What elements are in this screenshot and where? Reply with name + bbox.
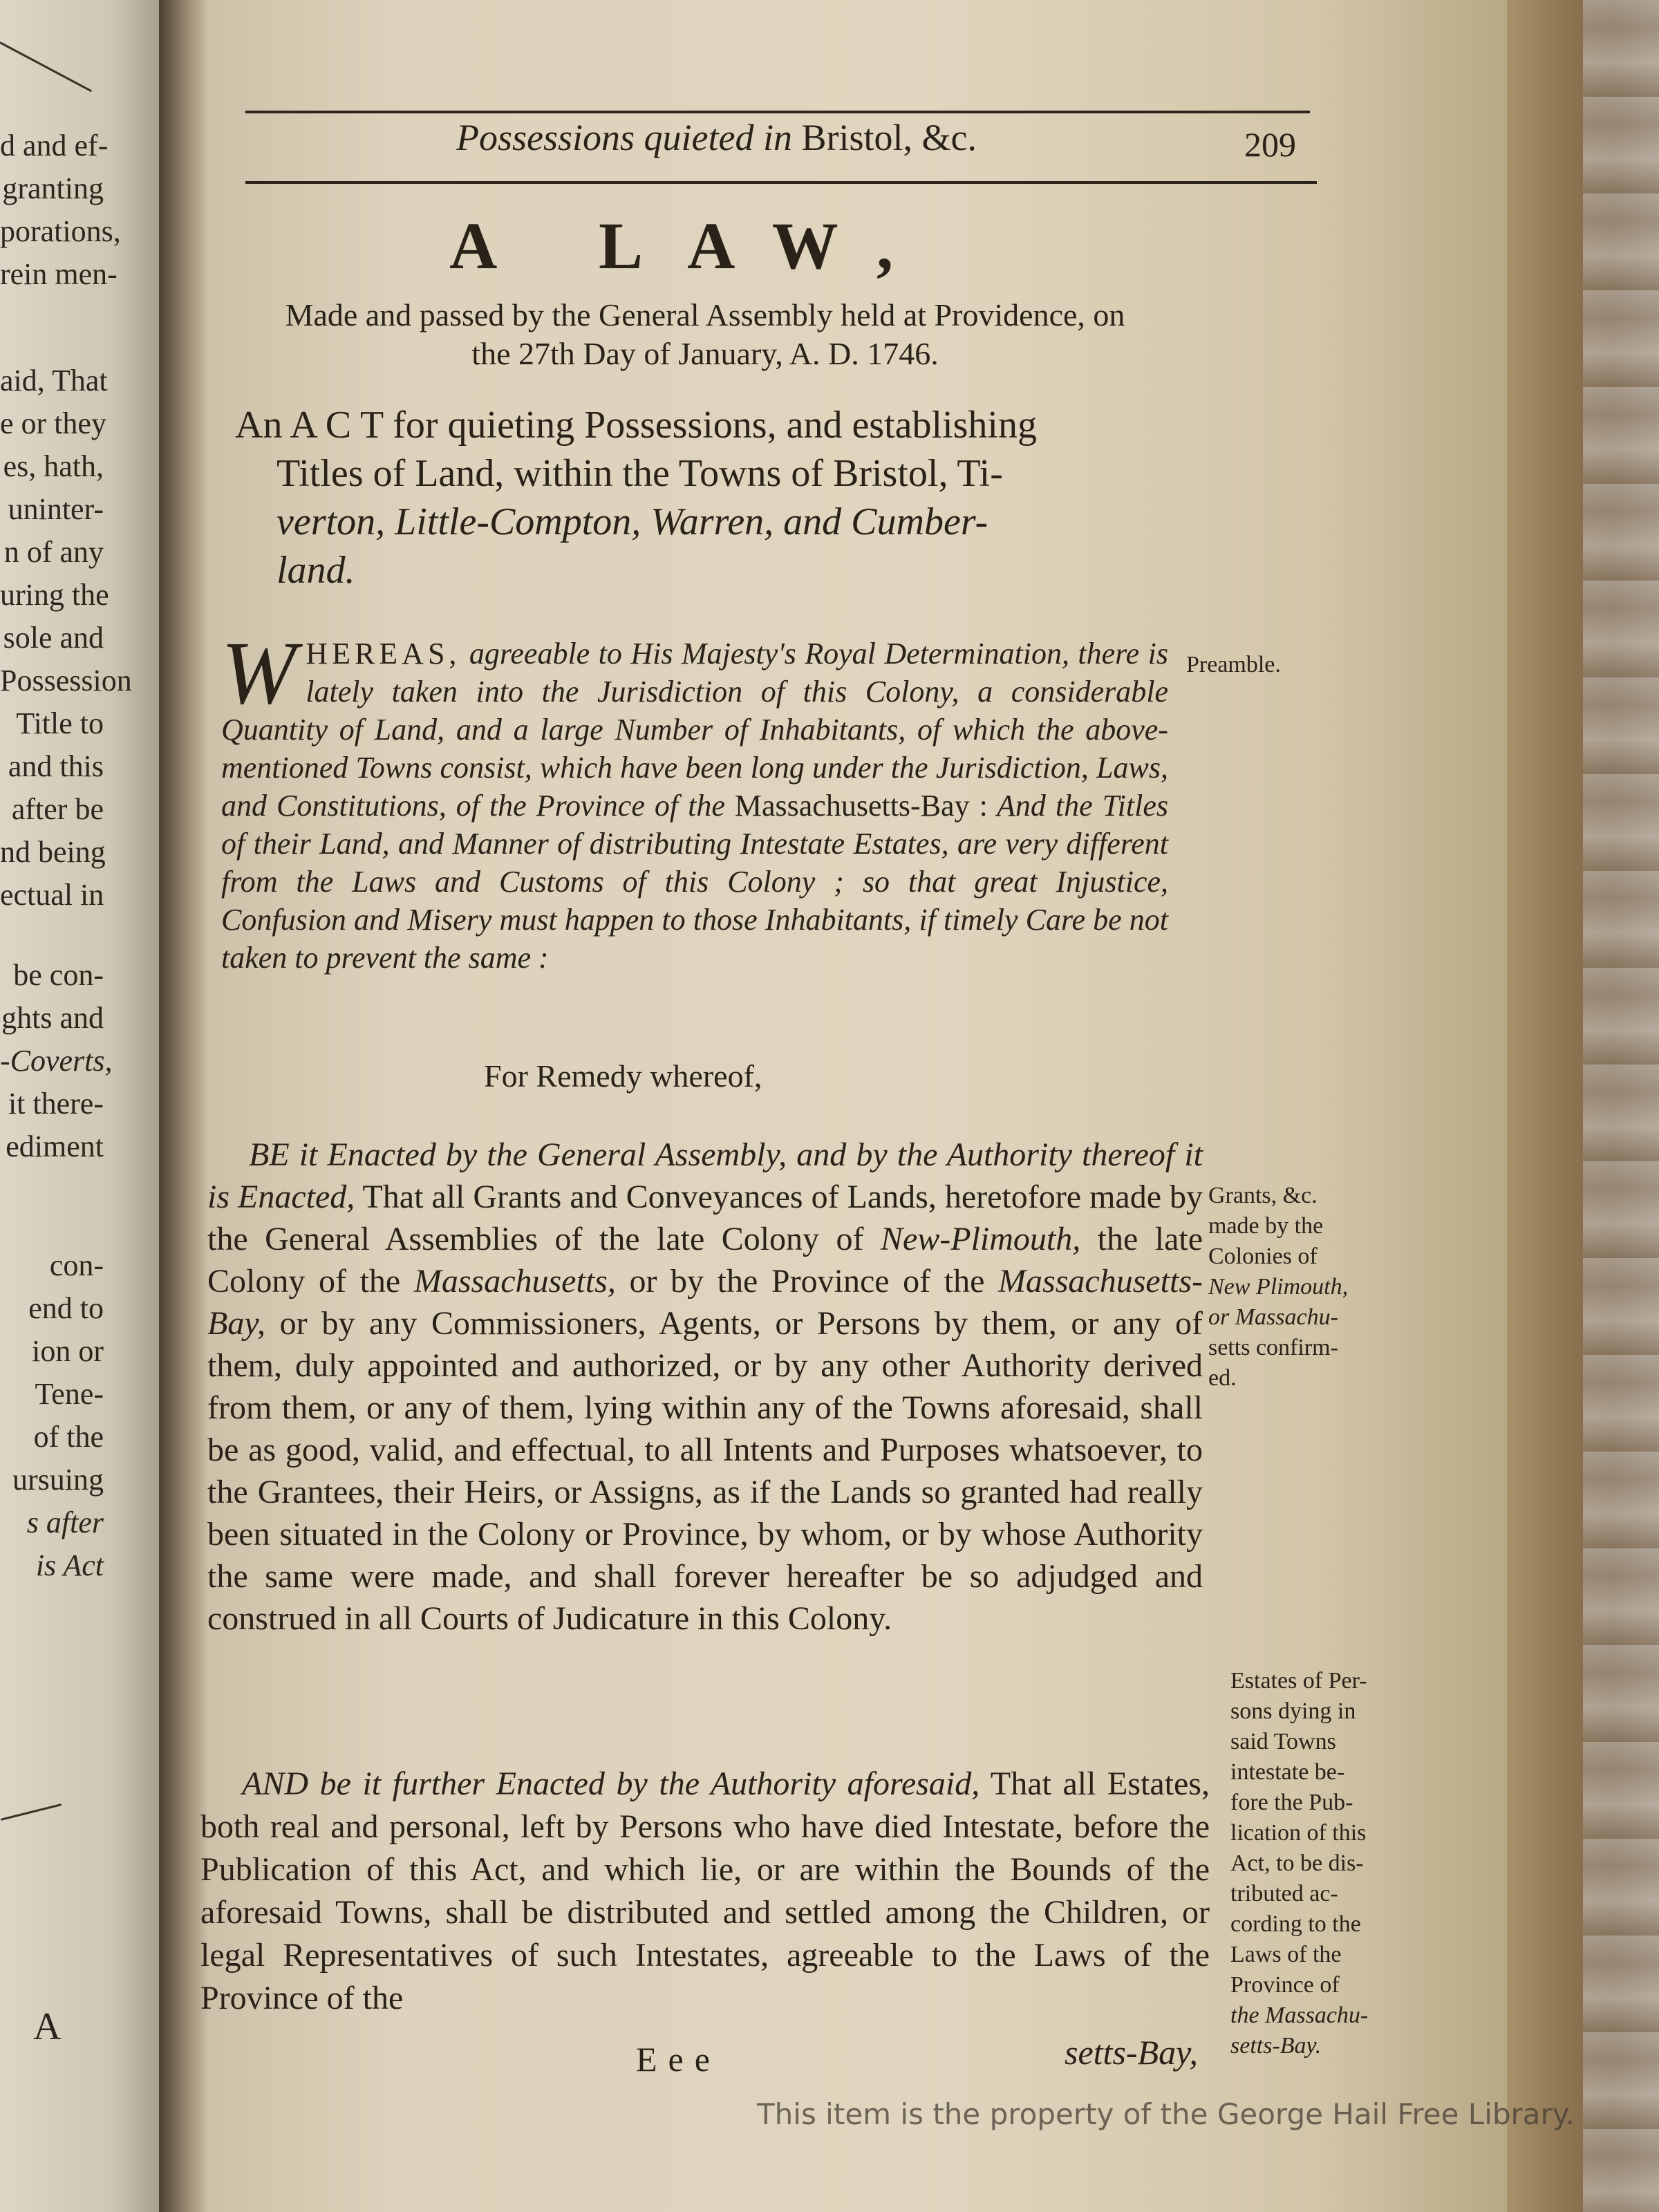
- left-text-line: n of any: [3, 535, 104, 569]
- margin-note-line: Laws of the: [1230, 1942, 1342, 1967]
- left-page-rule: [1, 1803, 62, 1821]
- margin-note-estates: [1230, 1666, 1417, 2061]
- left-text-line: be con-: [13, 958, 104, 992]
- margin-note-line: made by the: [1208, 1213, 1324, 1239]
- enactment-text: or by any Commissioners, Agents, or Persons by them, or any of them, duly appointed and authorized, or by any other Authority derived from them, or any of them, lying within any of the Towns aforesaid, shall be as good, valid, and effectual, to all Intents and Purposes whatsoever, to the Grantees, their Heirs, or Assigns, as if the Lands so granted had really been situated in the Colony or Province, by whom, or by whose Authority the same were made, and shall forever hereafter be so adjudged and construed in all Courts of Judicature in this Colony.: [207, 1305, 1203, 1637]
- act-title-line: land.: [276, 549, 355, 592]
- left-page-text-block-2: [0, 359, 159, 917]
- left-text-line: and this: [8, 749, 104, 783]
- left-text-line: -Coverts,: [0, 1044, 113, 1078]
- act-title-line: An A C T for quieting Possessions, and establishing: [235, 404, 1037, 447]
- margin-note-line: the Massachu-: [1230, 2003, 1369, 2028]
- left-page-rule: [0, 41, 92, 92]
- margin-note-line: cording to the: [1230, 1911, 1361, 1937]
- margin-note-grants: [1208, 1181, 1388, 1394]
- enactment-paragraph-1: [207, 1134, 1203, 1640]
- left-text-line: ursuing: [12, 1463, 104, 1497]
- margin-note-line: setts-Bay.: [1230, 2033, 1322, 2059]
- preamble-caps: HEREAS,: [306, 637, 461, 671]
- margin-note-line: Grants, &c.: [1208, 1183, 1318, 1208]
- left-text-line: es, hath,: [3, 449, 104, 483]
- left-text-line: after be: [11, 792, 104, 826]
- act-title: [235, 401, 1161, 594]
- left-text-line: Possession: [0, 664, 132, 697]
- act-title-line: verton, Little-Compton, Warren, and Cumber-: [276, 500, 988, 543]
- left-page-signature-letter: A: [33, 2005, 62, 2048]
- page-number: 209: [1244, 125, 1296, 164]
- margin-note-line: tributed ac-: [1230, 1881, 1338, 1906]
- page-edge: [1507, 0, 1659, 2212]
- margin-note-line: Province of: [1230, 1972, 1340, 1998]
- margin-note-line: New Plimouth,: [1208, 1274, 1349, 1300]
- preamble-place: Massachusetts-Bay :: [734, 789, 988, 823]
- enactment-text: That all Estates, both real and personal, left by Persons who have died Intestate, before the Publication of this Act, and which lie, or are within the Bounds of the aforesaid Towns, shall be distributed and settled among the Children, or legal Representatives of such Intestates, agreeable to the Laws of the Province of the: [200, 1765, 1210, 2016]
- margin-note-line: fore the Pub-: [1230, 1790, 1353, 1815]
- law-heading: A LAW,: [449, 209, 937, 283]
- enactment-line-1: Made and passed by the General Assembly held at Providence, on: [285, 297, 1125, 332]
- margin-note-line: said Towns: [1230, 1729, 1336, 1754]
- left-text-line: of the: [33, 1420, 104, 1454]
- margin-note-line: setts confirm-: [1208, 1335, 1338, 1360]
- enactment-line: [235, 296, 1175, 373]
- left-text-line: porations,: [0, 214, 121, 248]
- left-text-line: is Act: [35, 1548, 104, 1582]
- place-name: Massachusetts,: [413, 1263, 616, 1300]
- drop-cap: W: [221, 624, 297, 723]
- preamble-text: And the Titles of their Land, and Manner of distributing Intestate Estates, are very different from the Laws and Customs of this Colony ; so that great Injustice, Confusion and Misery must happen to those Inhabitants, if timely Care be not taken to prevent the same :: [221, 789, 1169, 975]
- place-name: New-Plimouth,: [880, 1221, 1081, 1257]
- running-title: [456, 116, 977, 159]
- left-page-text-block-3: [0, 954, 159, 1168]
- left-text-line: ectual in: [0, 878, 104, 912]
- enactment-lead: BE it Enacted by the General Assembly, and by the Authority thereof it is Enacted,: [207, 1136, 1203, 1215]
- preamble-paragraph: [221, 624, 1169, 977]
- left-text-line: s after: [26, 1506, 104, 1539]
- left-text-line: ghts and: [1, 1001, 104, 1035]
- margin-note-line: ed.: [1208, 1365, 1237, 1391]
- margin-note-preamble: Preamble.: [1186, 652, 1281, 677]
- margin-note-line: or Massachu-: [1208, 1304, 1338, 1330]
- signature-mark: Eee: [636, 2040, 721, 2079]
- binding-wear: [1583, 0, 1659, 2212]
- left-text-line: Title to: [16, 706, 104, 740]
- left-text-line: ediment: [6, 1130, 104, 1163]
- margin-note-line: Colonies of: [1208, 1244, 1318, 1269]
- place-name: Massachusetts-Bay,: [207, 1263, 1203, 1342]
- left-page-text-block-1: [0, 124, 159, 296]
- enactment-text: the late Colony of the: [207, 1221, 1203, 1300]
- enactment-paragraph-2: [200, 1763, 1210, 2020]
- enactment-lead: AND be it further Enacted by the Authority aforesaid,: [242, 1765, 980, 1802]
- enactment-line-2: the 27th Day of January, A. D. 1746.: [471, 336, 939, 371]
- left-text-line: e or they: [0, 406, 106, 440]
- left-text-line: ion or: [32, 1334, 104, 1368]
- margin-note-line: intestate be-: [1230, 1759, 1345, 1785]
- left-text-line: granting: [2, 171, 104, 205]
- running-title-roman: Bristol, &c.: [801, 117, 977, 158]
- left-text-line: uninter-: [8, 492, 104, 526]
- act-title-line: Titles of Land, within the Towns of Bristol, Ti-: [276, 452, 1003, 495]
- enactment-text: or by the Province of the: [629, 1263, 985, 1300]
- left-text-line: d and ef-: [0, 129, 109, 162]
- left-text-line: Tene-: [35, 1377, 104, 1411]
- left-text-line: aid, That: [0, 364, 108, 397]
- margin-note-line: Act, to be dis-: [1230, 1850, 1364, 1876]
- left-text-line: rein men-: [0, 257, 118, 291]
- left-page-fragment: [0, 0, 159, 2212]
- margin-note-line: lication of this: [1230, 1820, 1367, 1846]
- running-title-italic: Possessions quieted in: [456, 117, 792, 158]
- margin-note-line: Estates of Per-: [1230, 1668, 1367, 1694]
- left-text-line: con-: [49, 1248, 104, 1282]
- enactment-text: That all Grants and Conveyances of Lands, heretofore made by the General Assemblies of the late Colony of: [207, 1179, 1203, 1257]
- left-text-line: it there-: [8, 1087, 104, 1121]
- left-page-text-block-4: [0, 1244, 159, 1587]
- library-watermark: This item is the property of the George Hail Free Library.: [757, 2097, 1575, 2131]
- remedy-line: For Remedy whereof,: [484, 1058, 762, 1094]
- left-text-line: sole and: [3, 621, 104, 655]
- left-text-line: nd being: [0, 835, 106, 869]
- header-rule-top: [245, 111, 1310, 113]
- preamble-text: agreeable to His Majesty's Royal Determination, there is lately taken into the Jurisdiction of this Colony, a considerable Quantity of Land, and a large Number of Inhabitants, of which the above-mentioned Towns consist, which have been long under the Jurisdiction, Laws, and Constitutions, of the Province of the: [221, 637, 1168, 823]
- header-rule-bottom: [245, 181, 1317, 184]
- left-text-line: uring the: [0, 578, 109, 612]
- left-text-line: end to: [28, 1291, 104, 1325]
- margin-note-line: sons dying in: [1230, 1698, 1356, 1724]
- catchword: setts-Bay,: [1065, 2033, 1199, 2072]
